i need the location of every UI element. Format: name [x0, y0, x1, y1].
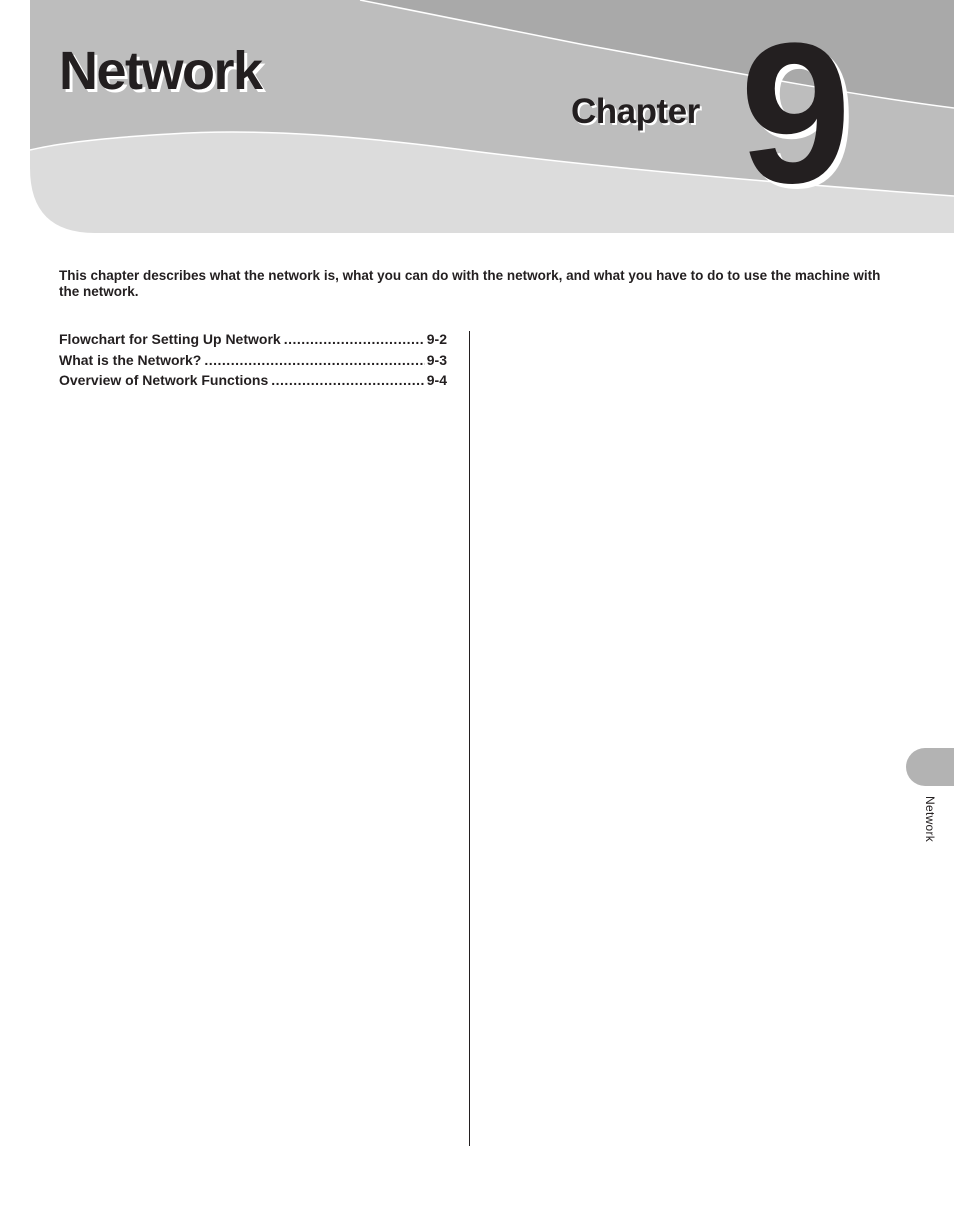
- toc-entry-flowchart[interactable]: [59, 331, 447, 352]
- chapter-title: Network: [59, 41, 262, 101]
- table-of-contents: [59, 331, 447, 393]
- column-divider: [469, 331, 470, 1146]
- toc-entry-title: Overview of Network Functions: [59, 372, 269, 388]
- chapter-number: 9: [740, 2, 846, 225]
- chapter-side-tab[interactable]: [906, 748, 954, 786]
- chapter-label: Chapter: [571, 92, 700, 131]
- chapter-intro: This chapter describes what the network is, what you can do with the network, and what you have to do to use the machine with the network.: [59, 268, 881, 299]
- toc-entry-page: 9-4: [426, 372, 447, 388]
- toc-entry-title: What is the Network?: [59, 351, 202, 368]
- toc-entry-title: Flowchart for Setting Up Network: [59, 331, 281, 347]
- toc-dot-leader: [271, 372, 425, 388]
- toc-entry-page: 9-2: [426, 331, 447, 347]
- toc-entry-what-is-network[interactable]: [59, 352, 447, 373]
- toc-dot-leader: [284, 331, 425, 347]
- side-tab-label: Network: [923, 796, 937, 843]
- toc-dot-leader: [204, 352, 424, 368]
- toc-entry-page: 9-3: [426, 351, 447, 368]
- toc-entry-overview[interactable]: [59, 372, 447, 393]
